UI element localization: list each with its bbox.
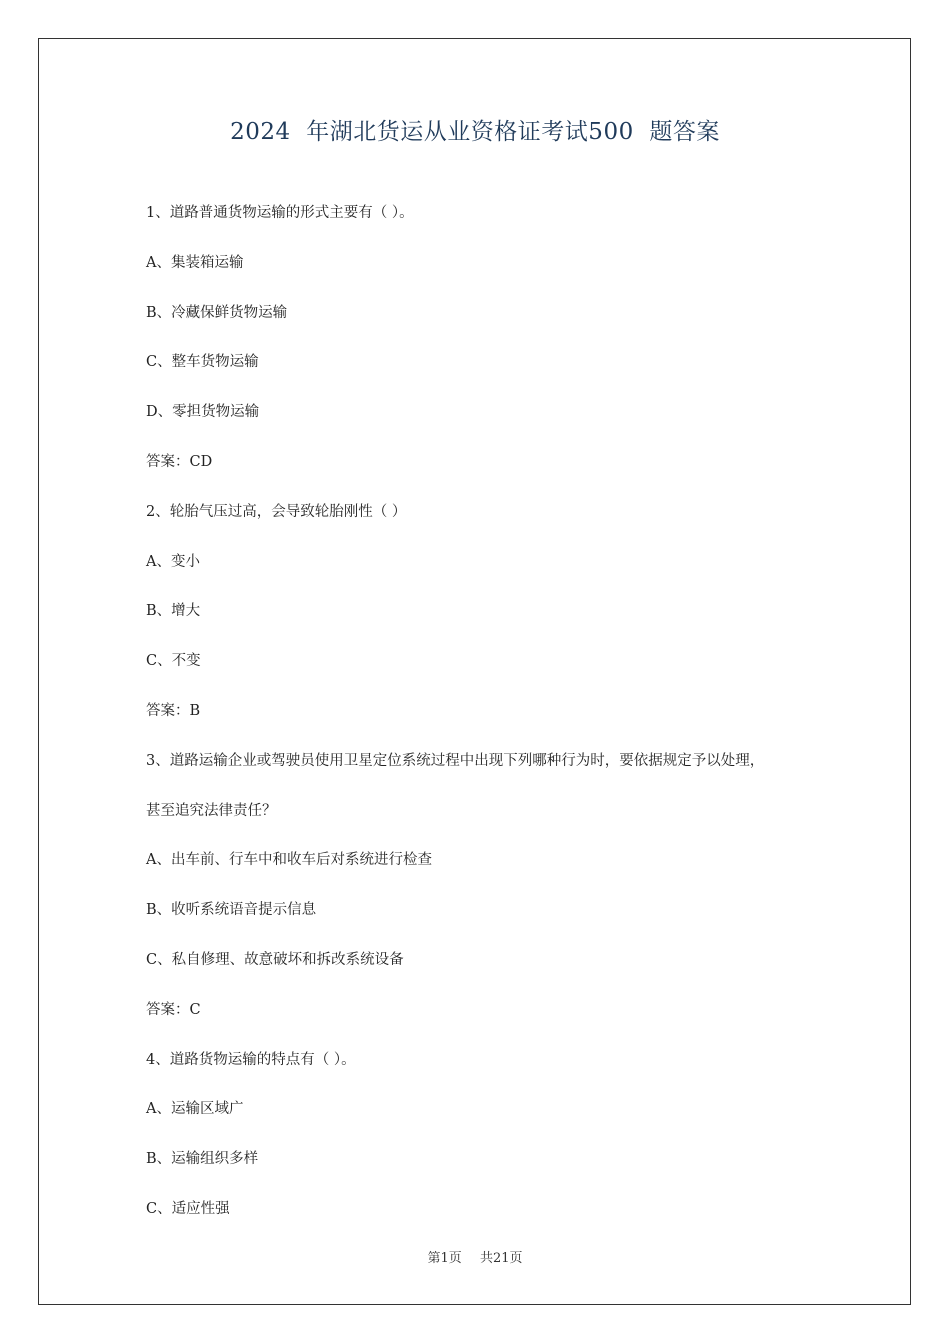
question-3-stem: 3、道路运输企业或驾驶员使用卫星定位系统过程中出现下列哪种行为时，要依据规定予以处理，: [146, 752, 765, 769]
question-4-option-c: C、适应性强: [146, 1200, 230, 1217]
question-3-option-c: C、私自修理、故意破坏和拆改系统设备: [146, 951, 404, 968]
question-2-option-a: A、变小: [146, 553, 200, 570]
page-total: 共21页: [479, 1251, 523, 1266]
page-number: 第1页: [427, 1251, 462, 1266]
question-1-stem: 1、道路普通货物运输的形式主要有（ ）。: [146, 205, 414, 221]
question-4-option-a: A、运输区域广: [146, 1101, 244, 1118]
question-3-stem-continued: 甚至追究法律责任？: [146, 802, 277, 819]
question-3-answer: 答案：C: [146, 1001, 201, 1018]
question-2-stem: 2、轮胎气压过高，会导致轮胎刚性（ ）: [146, 503, 407, 520]
question-2-option-b: B、增大: [146, 603, 201, 620]
question-1-option-d: D、零担货物运输: [146, 404, 260, 421]
question-3-option-a: A、出车前、行车中和收车后对系统进行检查: [146, 852, 432, 869]
question-1-answer: 答案：CD: [146, 453, 213, 470]
document-body: [146, 200, 846, 1246]
question-3-option-b: B、收听系统语音提示信息: [146, 902, 317, 919]
question-2-answer: 答案：B: [146, 702, 201, 719]
document-title: 2024 年湖北货运从业资格证考试500 题答案: [230, 119, 720, 145]
question-1-option-a: A、集装箱运输: [146, 254, 244, 271]
question-4-option-b: B、运输组织多样: [146, 1151, 259, 1168]
question-1-option-c: C、整车货物运输: [146, 354, 259, 371]
question-2-option-c: C、不变: [146, 653, 201, 670]
question-4-stem: 4、道路货物运输的特点有（ ）。: [146, 1051, 356, 1068]
question-1-option-b: B、冷藏保鲜货物运输: [146, 304, 288, 321]
page-footer: [0, 1247, 950, 1266]
